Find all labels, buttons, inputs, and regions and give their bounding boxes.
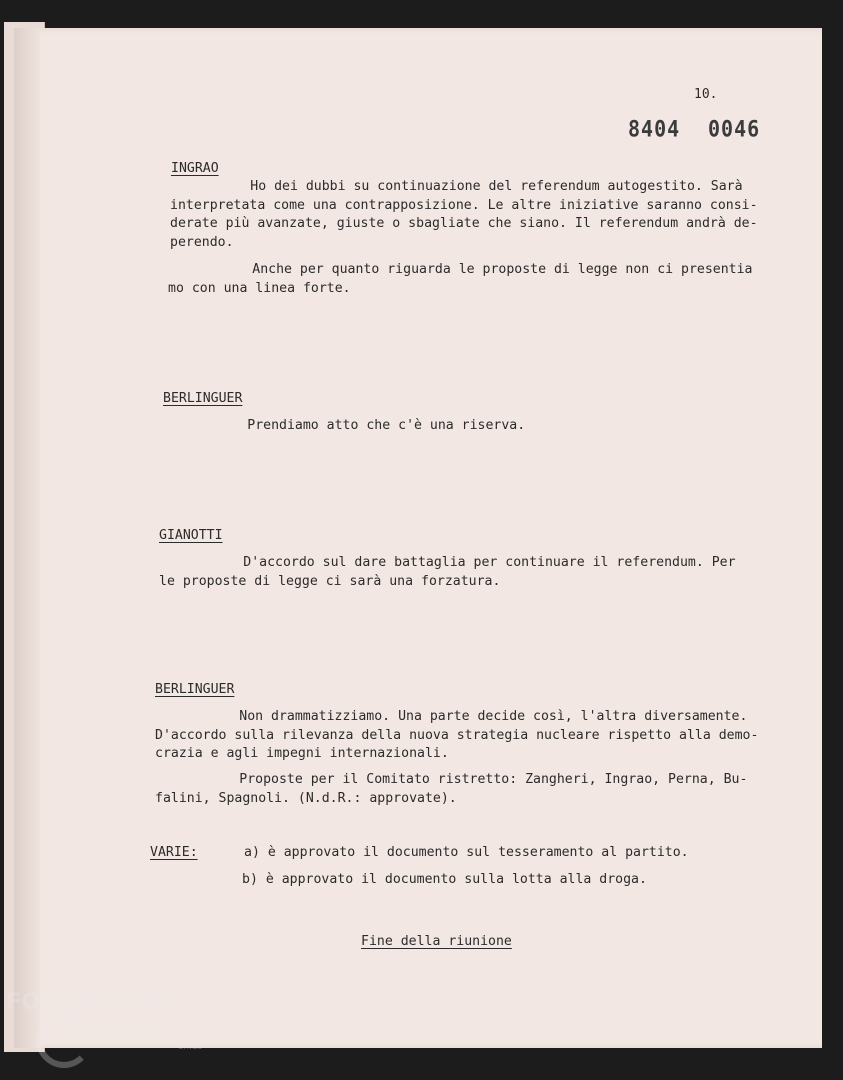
closing-line: Fine della riunione bbox=[361, 934, 512, 949]
paragraph-line: D'accordo sulla rilevanza della nuova strategia nucleare rispetto alla demo- bbox=[155, 727, 759, 743]
document-page bbox=[14, 28, 822, 1048]
paragraph-line: le proposte di legge ci sarà una forzatura. bbox=[159, 573, 501, 589]
paragraph-line: Anche per quanto riguarda le proposte di legge non ci presentia bbox=[157, 262, 753, 277]
page-number: 10. bbox=[694, 87, 718, 102]
paragraph-line: crazia e agli impegni internazionali. bbox=[155, 746, 449, 761]
paragraph-line: Proposte per il Comitato ristretto: Zangheri, Ingrao, Perna, Bu- bbox=[144, 772, 748, 787]
varie-item: b) è approvato il documento sulla lotta alla droga. bbox=[242, 872, 647, 887]
archive-stamp-left: 8404 bbox=[628, 115, 681, 143]
paragraph-line: Non drammatizziamo. Una parte decide così, l'altra diversamente. bbox=[144, 709, 748, 724]
paragraph-line: Prendiamo atto che c'è una riserva. bbox=[152, 418, 526, 433]
speaker-heading: BERLINGUER bbox=[163, 391, 243, 406]
varie-item: a) è approvato il documento sul tesseramento al partito. bbox=[244, 845, 689, 860]
paragraph-line: Ho dei dubbi su continuazione del referendum autogestito. Sarà bbox=[155, 179, 743, 194]
paragraph-line: interpretata come una contrapposizione. Le altre iniziative saranno consi- bbox=[170, 197, 758, 213]
fondazione-gramsci-logo: FONDAZIONE RAMSCI onlus bbox=[6, 990, 216, 1075]
paragraph-line: perendo. bbox=[170, 234, 234, 250]
varie-label: VARIE: bbox=[150, 845, 198, 860]
archive-stamp-right: 0046 bbox=[708, 115, 761, 143]
speaker-heading: GIANOTTI bbox=[159, 528, 223, 543]
speaker-heading: INGRAO bbox=[171, 161, 219, 176]
watermark bbox=[74, 83, 164, 963]
speaker-heading: BERLINGUER bbox=[155, 682, 235, 697]
paragraph-line: derate più avanzate, giuste o sbagliate che siano. Il referendum andrà de- bbox=[170, 216, 758, 231]
page-binding-shadow bbox=[14, 28, 40, 1048]
paragraph-line: D'accordo sul dare battaglia per continuare il referendum. Per bbox=[148, 555, 736, 570]
paragraph-line: mo con una linea forte. bbox=[168, 280, 351, 296]
paragraph-line: falini, Spagnoli. (N.d.R.: approvate). bbox=[155, 790, 457, 806]
